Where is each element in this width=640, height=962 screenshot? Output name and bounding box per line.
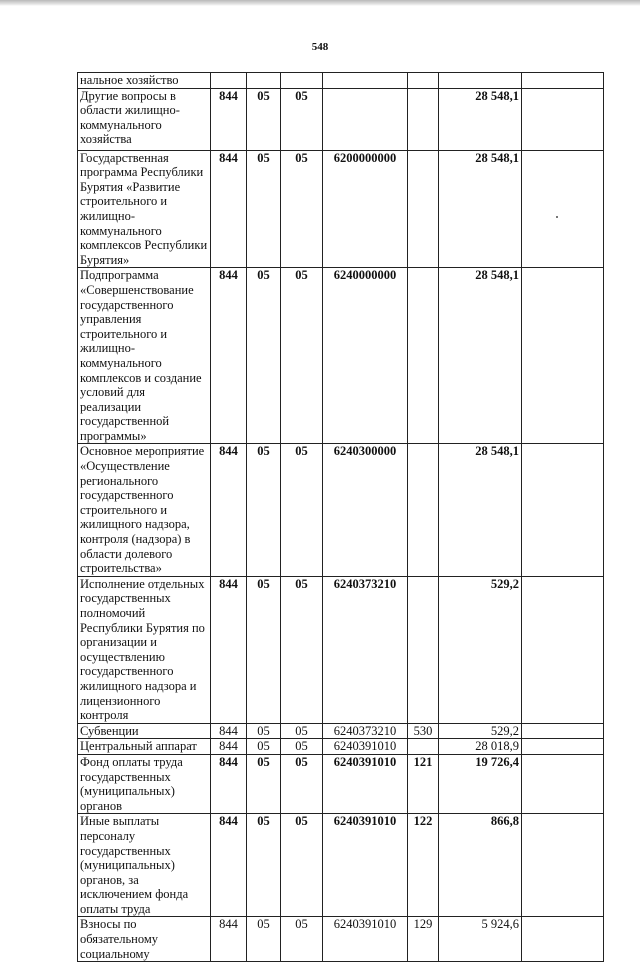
cell-vr: 530 [408, 723, 439, 739]
cell-sum: 28 548,1 [439, 444, 522, 576]
cell-empty [522, 73, 604, 89]
cell-empty [522, 739, 604, 755]
cell-rz: 05 [247, 739, 281, 755]
table-row [78, 723, 604, 739]
cell-sum: 866,8 [439, 814, 522, 917]
table-row [78, 739, 604, 755]
table-row [78, 150, 604, 268]
cell-name: Подпрограмма «Совершенствование государственного управления строительного и жилищно-коммунального комплексов и создание условий для реализации государственной программы» [78, 268, 211, 444]
cell-name: Центральный аппарат [78, 739, 211, 755]
cell-rz: 05 [247, 754, 281, 813]
table-row [78, 88, 604, 150]
cell-grbs: 844 [211, 814, 247, 917]
cell-grbs: 844 [211, 754, 247, 813]
cell-vr [408, 88, 439, 150]
cell-sum [439, 73, 522, 89]
cell-csr: 6240373210 [323, 723, 408, 739]
cell-vr: 121 [408, 754, 439, 813]
cell-rz: 05 [247, 444, 281, 576]
budget-table-body [78, 73, 604, 962]
cell-grbs [211, 73, 247, 89]
cell-empty [522, 88, 604, 150]
cell-csr: 6240300000 [323, 444, 408, 576]
cell-sum: 28 018,9 [439, 739, 522, 755]
cell-name: Другие вопросы в области жилищно-коммунального хозяйства [78, 88, 211, 150]
cell-name: нальное хозяйство [78, 73, 211, 89]
cell-csr: 6240000000 [323, 268, 408, 444]
cell-name: Государственная программа Республики Бурятия «Развитие строительного и жилищно-коммунального комплексов Республики Бурятия» [78, 150, 211, 268]
cell-rz [247, 73, 281, 89]
cell-rz: 05 [247, 88, 281, 150]
cell-csr [323, 73, 408, 89]
cell-csr: 6240391010 [323, 917, 408, 962]
table-row [78, 754, 604, 813]
cell-csr: 6240391010 [323, 739, 408, 755]
cell-name: Субвенции [78, 723, 211, 739]
cell-pr: 05 [281, 576, 323, 723]
cell-pr: 05 [281, 268, 323, 444]
cell-pr: 05 [281, 739, 323, 755]
table-row [78, 73, 604, 89]
cell-grbs: 844 [211, 917, 247, 962]
cell-vr [408, 444, 439, 576]
cell-name: Взносы по обязательному социальному [78, 917, 211, 962]
cell-sum: 28 548,1 [439, 150, 522, 268]
cell-vr [408, 739, 439, 755]
cell-rz: 05 [247, 576, 281, 723]
cell-grbs: 844 [211, 739, 247, 755]
cell-sum: 529,2 [439, 576, 522, 723]
cell-vr [408, 150, 439, 268]
table-row [78, 444, 604, 576]
cell-grbs: 844 [211, 268, 247, 444]
cell-grbs: 844 [211, 723, 247, 739]
cell-vr: 122 [408, 814, 439, 917]
budget-table [77, 72, 604, 962]
table-row [78, 917, 604, 962]
cell-name: Основное мероприятие «Осуществление регионального государственного строительного и жилищного надзора, контроля (надзора) в области долевого строительства» [78, 444, 211, 576]
page-number: 548 [311, 41, 329, 53]
cell-rz: 05 [247, 814, 281, 917]
cell-pr: 05 [281, 754, 323, 813]
cell-empty [522, 150, 604, 268]
cell-sum: 19 726,4 [439, 754, 522, 813]
cell-csr: 6200000000 [323, 150, 408, 268]
cell-pr: 05 [281, 444, 323, 576]
cell-empty [522, 814, 604, 917]
table-row [78, 814, 604, 917]
scan-edge [0, 0, 640, 6]
cell-vr [408, 73, 439, 89]
cell-vr [408, 576, 439, 723]
cell-pr: 05 [281, 88, 323, 150]
cell-name: Фонд оплаты труда государственных (муниципальных) органов [78, 754, 211, 813]
cell-sum: 28 548,1 [439, 268, 522, 444]
cell-sum: 28 548,1 [439, 88, 522, 150]
cell-pr: 05 [281, 917, 323, 962]
cell-rz: 05 [247, 917, 281, 962]
cell-grbs: 844 [211, 576, 247, 723]
cell-empty [522, 444, 604, 576]
cell-empty [522, 268, 604, 444]
cell-grbs: 844 [211, 88, 247, 150]
cell-name: Иные выплаты персоналу государственных (муниципальных) органов, за исключением фонда оплаты труда [78, 814, 211, 917]
cell-pr: 05 [281, 150, 323, 268]
cell-rz: 05 [247, 723, 281, 739]
cell-rz: 05 [247, 150, 281, 268]
cell-empty [522, 576, 604, 723]
cell-pr: 05 [281, 723, 323, 739]
cell-empty [522, 917, 604, 962]
cell-empty [522, 723, 604, 739]
cell-csr [323, 88, 408, 150]
table-row [78, 268, 604, 444]
cell-sum: 5 924,6 [439, 917, 522, 962]
cell-sum: 529,2 [439, 723, 522, 739]
cell-csr: 6240373210 [323, 576, 408, 723]
cell-empty [522, 754, 604, 813]
cell-rz: 05 [247, 268, 281, 444]
cell-csr: 6240391010 [323, 814, 408, 917]
cell-grbs: 844 [211, 150, 247, 268]
cell-vr: 129 [408, 917, 439, 962]
table-row [78, 576, 604, 723]
cell-grbs: 844 [211, 444, 247, 576]
cell-pr [281, 73, 323, 89]
cell-name: Исполнение отдельных государственных полномочий Республики Бурятия по организации и осуществлению государственного жилищного надзора и лицензионного контроля [78, 576, 211, 723]
cell-vr [408, 268, 439, 444]
cell-pr: 05 [281, 814, 323, 917]
cell-csr: 6240391010 [323, 754, 408, 813]
